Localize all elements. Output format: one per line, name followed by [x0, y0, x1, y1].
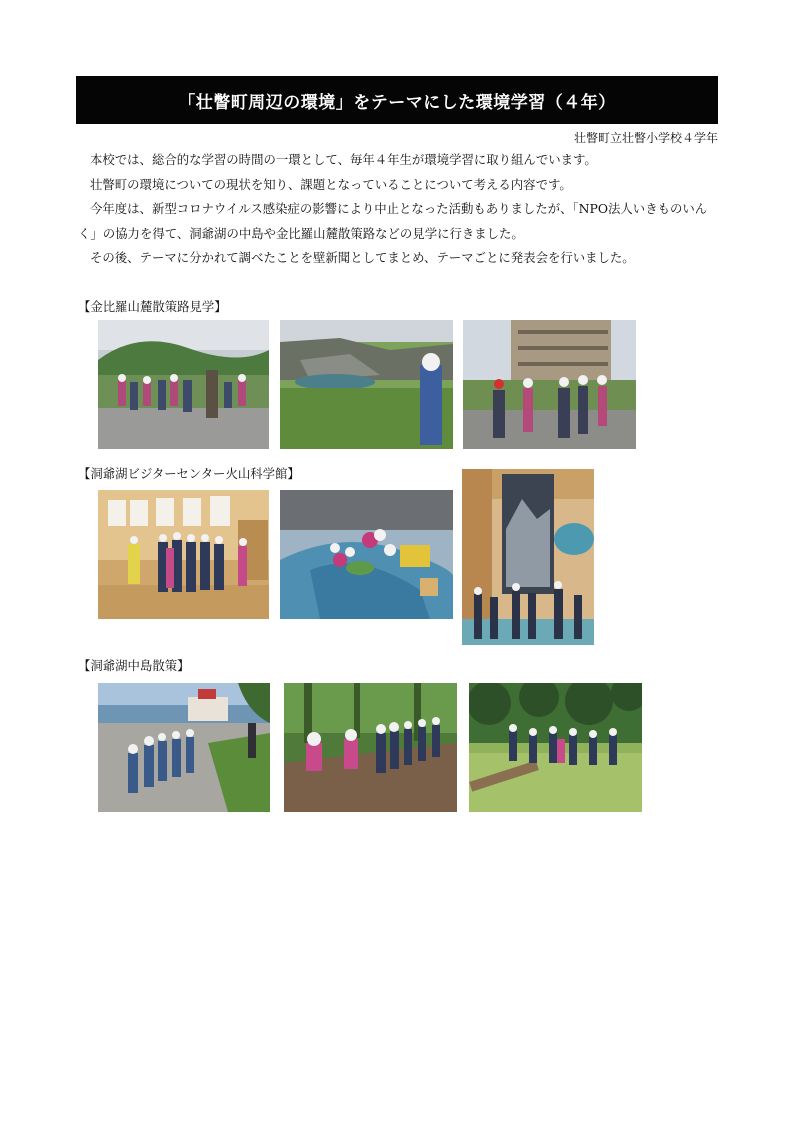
- paragraph-2: 壮瞥町の環境についての現状を知り、課題となっていることについて考える内容です。: [90, 176, 572, 192]
- photo-visitor-center-wall: [98, 490, 269, 619]
- paragraph-4: その後、テーマに分かれて調べたことを壁新聞としてまとめ、テーマごとに発表会を行いました。: [90, 250, 635, 265]
- intro-text: [78, 148, 718, 271]
- section-heading-konpira: 【金比羅山麓散策路見学】: [78, 299, 227, 314]
- page-title: 「壮瞥町周辺の環境」をテーマにした環境学習（４年）: [178, 92, 616, 113]
- photo-visitor-center-model: [280, 490, 453, 619]
- school-name: 壮瞥町立壮瞥小学校４学年: [573, 131, 718, 145]
- paragraph-3: 今年度は、新型コロナウイルス感染症の影響により中止となった活動もありましたが、「NPO法人いきものいんく」の協力を得て、洞爺湖の中島や金比羅山麓散策路などの見学に行きました。: [78, 201, 708, 241]
- photo-konpira-building: [463, 320, 636, 449]
- section-heading-visitor-center: 【洞爺湖ビジターセンター火山科学館】: [78, 466, 300, 481]
- photo-konpira-group: [98, 320, 269, 449]
- paragraph-1: 本校では、総合的な学習の時間の一環として、毎年４年生が環境学習に取り組んでいます。: [90, 152, 597, 167]
- photo-konpira-crater: [280, 320, 453, 449]
- photo-visitor-center-hall: [462, 469, 594, 645]
- title-banner: [76, 76, 718, 124]
- section-heading-nakajima: 【洞爺湖中島散策】: [78, 658, 190, 673]
- photo-nakajima-clearing: [469, 683, 642, 812]
- photo-nakajima-forest-path: [284, 683, 457, 812]
- photo-nakajima-pier: [98, 683, 270, 812]
